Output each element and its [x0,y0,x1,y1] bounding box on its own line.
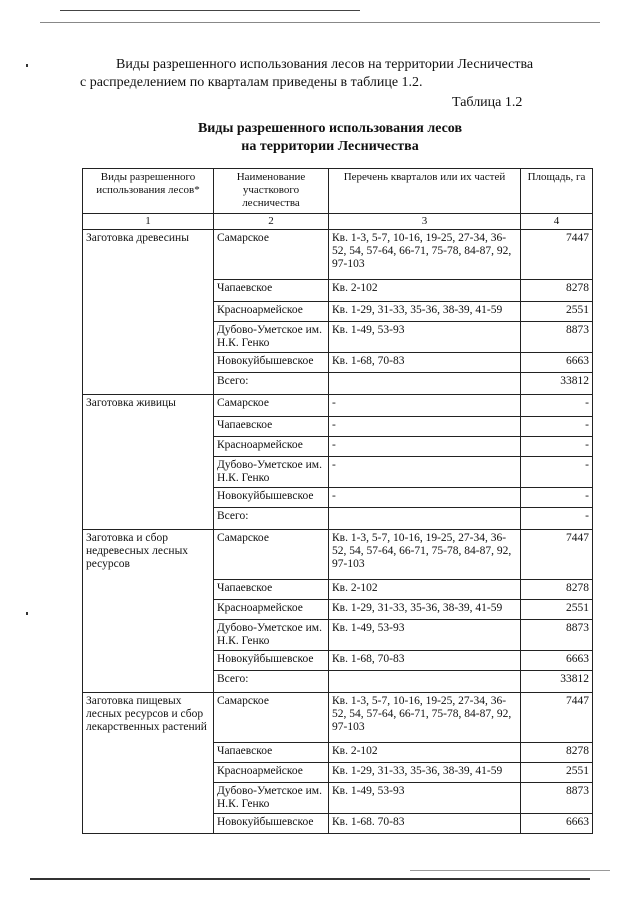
area-cell: 6663 [521,353,593,373]
forestry-cell: Самарское [214,230,329,280]
quarters-cell: Кв. 1-49, 53-93 [329,620,521,651]
quarters-cell: Кв. 2-102 [329,280,521,302]
column-number: 2 [214,214,329,230]
area-cell: 33812 [521,373,593,395]
table-title-line-2: на территории Лесничества [241,139,419,154]
area-cell: 7447 [521,230,593,280]
area-cell: 2551 [521,600,593,620]
forestry-cell: Всего: [214,508,329,530]
area-cell: 8873 [521,620,593,651]
table-title [130,120,530,156]
scan-edge-line [60,10,360,11]
area-cell: 2551 [521,763,593,783]
quarters-cell: Кв. 1-68. 70-83 [329,814,521,834]
quarters-cell: - [329,395,521,417]
area-cell: - [521,417,593,437]
header-area: Площадь, га [521,169,593,214]
area-cell: - [521,395,593,417]
scan-speck [26,64,28,67]
forestry-cell: Чапаевское [214,580,329,600]
purpose-cell: Заготовка древесины [83,230,214,395]
scan-edge-line [30,878,590,880]
forestry-cell: Самарское [214,530,329,580]
forest-use-table [82,168,593,834]
quarters-cell: Кв. 1-68, 70-83 [329,651,521,671]
intro-line-1: Виды разрешенного использования лесов на территории Лесничества [116,57,534,72]
scan-edge-line [40,22,600,23]
forestry-cell: Всего: [214,671,329,693]
forestry-cell: Красноармейское [214,437,329,457]
purpose-cell: Заготовка живицы [83,395,214,530]
quarters-cell: - [329,457,521,488]
quarters-cell [329,373,521,395]
header-quarters: Перечень кварталов или их частей [329,169,521,214]
scan-speck [26,612,28,615]
area-cell: 8278 [521,743,593,763]
purpose-cell: Заготовка и сбор недревесных лесных ресурсов [83,530,214,693]
table-row [83,395,593,417]
purpose-cell: Заготовка пищевых лесных ресурсов и сбор лекарственных растений [83,693,214,834]
forestry-cell: Новокуйбышевское [214,814,329,834]
area-cell: - [521,457,593,488]
forestry-cell: Дубово-Уметское им. Н.К. Генко [214,322,329,353]
intro-paragraph [80,56,580,92]
area-cell: 33812 [521,671,593,693]
scan-edge-line [410,870,610,871]
table-row [83,230,593,280]
area-cell: 8873 [521,783,593,814]
table-number: Таблица 1.2 [452,95,523,110]
quarters-cell: Кв. 1-3, 5-7, 10-16, 19-25, 27-34, 36-52, 54, 57-64, 66-71, 75-78, 84-87, 92, 97-103 [329,530,521,580]
quarters-cell: Кв. 1-49, 53-93 [329,322,521,353]
forestry-cell: Красноармейское [214,763,329,783]
area-cell: - [521,488,593,508]
forestry-cell: Чапаевское [214,417,329,437]
quarters-cell: Кв. 1-29, 31-33, 35-36, 38-39, 41-59 [329,600,521,620]
area-cell: 8873 [521,322,593,353]
quarters-cell: Кв. 1-49, 53-93 [329,783,521,814]
area-cell: - [521,437,593,457]
intro-line-2: с распределением по кварталам приведены в таблице 1.2. [80,75,423,90]
quarters-cell: Кв. 2-102 [329,743,521,763]
area-cell: 2551 [521,302,593,322]
forestry-cell: Самарское [214,395,329,417]
header-forestry: Наименование участкового лесничества [214,169,329,214]
area-cell: 6663 [521,814,593,834]
quarters-cell: Кв. 1-3, 5-7, 10-16, 19-25, 27-34, 36-52, 54, 57-64, 66-71, 75-78, 84-87, 92, 97-103 [329,230,521,280]
area-cell: 7447 [521,693,593,743]
quarters-cell: - [329,488,521,508]
forestry-cell: Самарское [214,693,329,743]
forestry-cell: Новокуйбышевское [214,651,329,671]
forestry-cell: Чапаевское [214,743,329,763]
quarters-cell: Кв. 2-102 [329,580,521,600]
column-number: 4 [521,214,593,230]
forestry-cell: Всего: [214,373,329,395]
forestry-cell: Новокуйбышевское [214,488,329,508]
quarters-cell: - [329,417,521,437]
table-header-row [83,169,593,214]
forestry-cell: Красноармейское [214,302,329,322]
quarters-cell [329,671,521,693]
quarters-cell: Кв. 1-29, 31-33, 35-36, 38-39, 41-59 [329,763,521,783]
header-purpose: Виды разрешенного использования лесов* [83,169,214,214]
table-row [83,530,593,580]
area-cell: 6663 [521,651,593,671]
quarters-cell [329,508,521,530]
quarters-cell: Кв. 1-68, 70-83 [329,353,521,373]
area-cell: - [521,508,593,530]
quarters-cell: Кв. 1-29, 31-33, 35-36, 38-39, 41-59 [329,302,521,322]
table-title-line-1: Виды разрешенного использования лесов [197,121,463,136]
column-number: 3 [329,214,521,230]
forestry-cell: Дубово-Уметское им. Н.К. Генко [214,783,329,814]
forestry-cell: Дубово-Уметское им. Н.К. Генко [214,620,329,651]
forestry-cell: Чапаевское [214,280,329,302]
column-number: 1 [83,214,214,230]
forestry-cell: Красноармейское [214,600,329,620]
table-row [83,693,593,743]
quarters-cell: - [329,437,521,457]
forestry-cell: Новокуйбышевское [214,353,329,373]
area-cell: 7447 [521,530,593,580]
area-cell: 8278 [521,280,593,302]
area-cell: 8278 [521,580,593,600]
forestry-cell: Дубово-Уметское им. Н.К. Генко [214,457,329,488]
quarters-cell: Кв. 1-3, 5-7, 10-16, 19-25, 27-34, 36-52, 54, 57-64, 66-71, 75-78, 84-87, 92, 97-103 [329,693,521,743]
column-number-row [83,214,593,230]
